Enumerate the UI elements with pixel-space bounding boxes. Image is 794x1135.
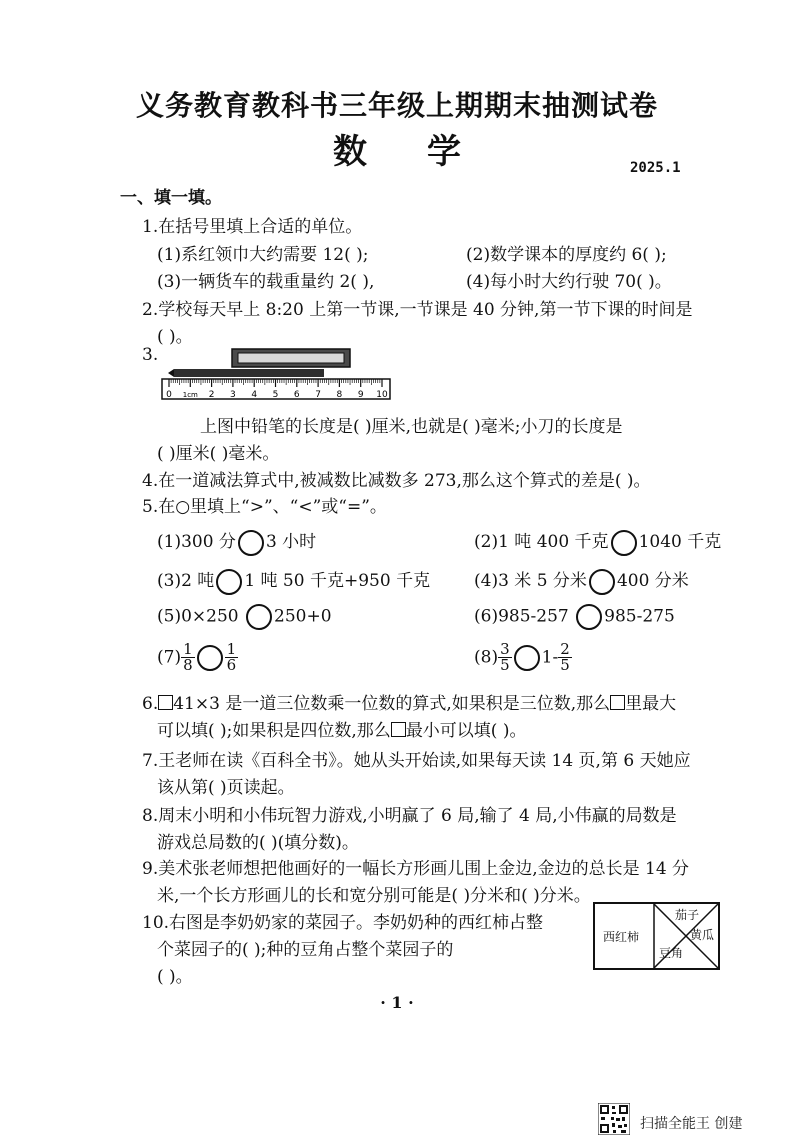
exam-title: 义务教育教科书三年级上期期末抽测试卷 — [135, 89, 658, 122]
ruler-label: 1cm — [182, 391, 198, 399]
q2-line-2: ( )。 — [157, 327, 193, 347]
q5-item-6-left: (6)985-257 — [474, 606, 569, 627]
ruler-label: 0 — [166, 390, 172, 400]
garden-label-beans: 豆角 — [659, 946, 684, 960]
q1-item-3: (3)一辆货车的载重量约 2( ), — [157, 272, 375, 292]
answer-circle[interactable] — [197, 645, 223, 671]
numerator: 2 — [560, 640, 570, 658]
denominator: 6 — [226, 656, 237, 674]
fraction — [498, 642, 512, 673]
subject-title: 数学 — [333, 132, 521, 172]
garden-label-tomato: 西红柿 — [603, 930, 640, 944]
answer-circle[interactable] — [589, 569, 615, 595]
q5-item-8 — [474, 642, 572, 673]
blank-square — [158, 695, 173, 710]
q6-text-a: 41×3 是一道三位数乘一位数的算式,如果积是三位数,那么 — [173, 694, 611, 714]
q5-item-5 — [157, 604, 332, 630]
q5-item-8-prefix: 1- — [541, 647, 559, 668]
q8-line-2: 游戏总局数的( )(填分数)。 — [157, 833, 359, 853]
q5-item-5-right: 250+0 — [274, 606, 332, 627]
q5-stem: 5.在○里填上“>”、“<”或“=”。 — [142, 497, 387, 517]
q3-line-1: 上图中铅笔的长度是( )厘米,也就是( )毫米;小刀的长度是 — [200, 417, 623, 437]
q5-item-3-left: (3)2 吨 — [157, 571, 215, 591]
q10-line-2: 个菜园子的( );种的豆角占整个菜园子的 — [157, 940, 454, 960]
ruler-label: 5 — [272, 390, 279, 400]
q5-item-8-label: (8) — [474, 647, 499, 668]
fraction — [558, 642, 572, 673]
q6-text-b: 里最大 — [625, 694, 677, 714]
answer-circle[interactable] — [246, 604, 272, 630]
q5-item-5-left: (5)0×250 — [157, 606, 239, 627]
q1-stem: 1.在括号里填上合适的单位。 — [142, 217, 363, 237]
qr-code-icon — [598, 1103, 630, 1135]
ruler-label: 4 — [251, 390, 258, 400]
garden-label-cucumber: 黄瓜 — [690, 928, 715, 942]
vegetable-garden-figure — [593, 902, 720, 970]
denominator: 8 — [183, 656, 193, 674]
ruler-label: 7 — [315, 390, 321, 400]
q1-item-1: (1)系红领巾大约需要 12( ); — [157, 245, 369, 265]
knife-shape — [232, 349, 350, 367]
page-number: · 1 · — [380, 993, 414, 1012]
q5-item-1-left: (1)300 分 — [157, 532, 236, 552]
pencil-shape — [168, 369, 324, 377]
ruler-figure — [158, 345, 396, 403]
q6-text-c: 可以填( );如果积是四位数,那么 — [157, 721, 391, 741]
numerator: 3 — [500, 640, 510, 658]
ruler-label: 10 — [376, 390, 388, 400]
q5-item-1 — [157, 527, 316, 556]
denominator: 5 — [500, 656, 510, 674]
ruler-label: 8 — [336, 390, 343, 400]
answer-circle[interactable] — [611, 530, 637, 556]
q8-line-1: 8.周末小明和小伟玩智力游戏,小明赢了 6 局,输了 4 局,小伟赢的局数是 — [142, 806, 677, 826]
q7-line-2: 该从第( )页读起。 — [157, 778, 295, 798]
q5-item-3 — [157, 566, 430, 595]
q5-item-2-right: 1040 千克 — [638, 532, 722, 552]
q5-item-7 — [157, 642, 238, 673]
q10-line-3: ( )。 — [157, 967, 193, 987]
blank-square — [610, 695, 625, 710]
answer-circle[interactable] — [576, 604, 602, 630]
q5-item-6-right: 985-275 — [604, 606, 675, 627]
q5-item-4-left: (4)3 米 5 分米 — [474, 571, 587, 591]
q5-item-4 — [474, 566, 689, 595]
fraction — [225, 642, 239, 673]
q5-item-3-right: 1 吨 50 千克+950 千克 — [244, 571, 431, 591]
scanner-watermark: 扫描全能王 创建 — [640, 1116, 743, 1132]
ruler-label: 2 — [208, 390, 215, 400]
numerator: 1 — [226, 640, 237, 658]
q1-item-2: (2)数学课本的厚度约 6( ); — [466, 245, 667, 265]
fraction — [181, 642, 195, 673]
q10-line-1: 10.右图是李奶奶家的菜园子。李奶奶种的西红柿占整 — [142, 913, 544, 933]
q9-line-2: 米,一个长方形画儿的长和宽分别可能是( )分米和( )分米。 — [157, 886, 591, 906]
garden-label-eggplant: 茄子 — [675, 908, 700, 922]
ruler-label: 6 — [293, 390, 300, 400]
q7-line-1: 7.王老师在读《百科全书》。她从头开始读,如果每天读 14 页,第 6 天她应 — [142, 751, 691, 771]
q5-item-4-right: 400 分米 — [616, 571, 689, 591]
q5-item-6 — [474, 604, 675, 630]
q5-item-1-right: 3 小时 — [265, 532, 317, 552]
q3-line-2: ( )厘米( )毫米。 — [157, 444, 280, 464]
q6-text-d: 最小可以填( )。 — [405, 721, 527, 741]
q9-line-1: 9.美术张老师想把他画好的一幅长方形画儿围上金边,金边的总长是 14 分 — [142, 859, 690, 879]
q6-line-1 — [142, 689, 676, 714]
q5-item-2 — [474, 527, 721, 556]
q1-item-4: (4)每小时大约行驶 70( )。 — [466, 272, 672, 292]
section-heading: 一、填一填。 — [120, 188, 222, 208]
answer-circle[interactable] — [514, 645, 540, 671]
exam-date: 2025.1 — [630, 160, 681, 176]
q2-line-1: 2.学校每天早上 8:20 上第一节课,一节课是 40 分钟,第一节下课的时间是 — [142, 300, 693, 320]
q6-number: 6. — [142, 694, 159, 714]
ruler-label: 3 — [230, 390, 236, 400]
answer-circle[interactable] — [216, 569, 242, 595]
ruler-label: 9 — [357, 390, 364, 400]
q5-item-2-left: (2)1 吨 400 千克 — [474, 532, 609, 552]
q4-text: 4.在一道减法算式中,被减数比减数多 273,那么这个算式的差是( )。 — [142, 471, 651, 491]
blank-square — [391, 722, 406, 737]
q5-item-7-label: (7) — [157, 647, 182, 668]
q6-line-2 — [157, 716, 526, 741]
denominator: 5 — [560, 656, 570, 674]
q3-number: 3. — [142, 345, 159, 365]
numerator: 1 — [183, 640, 193, 658]
answer-circle[interactable] — [238, 530, 264, 556]
